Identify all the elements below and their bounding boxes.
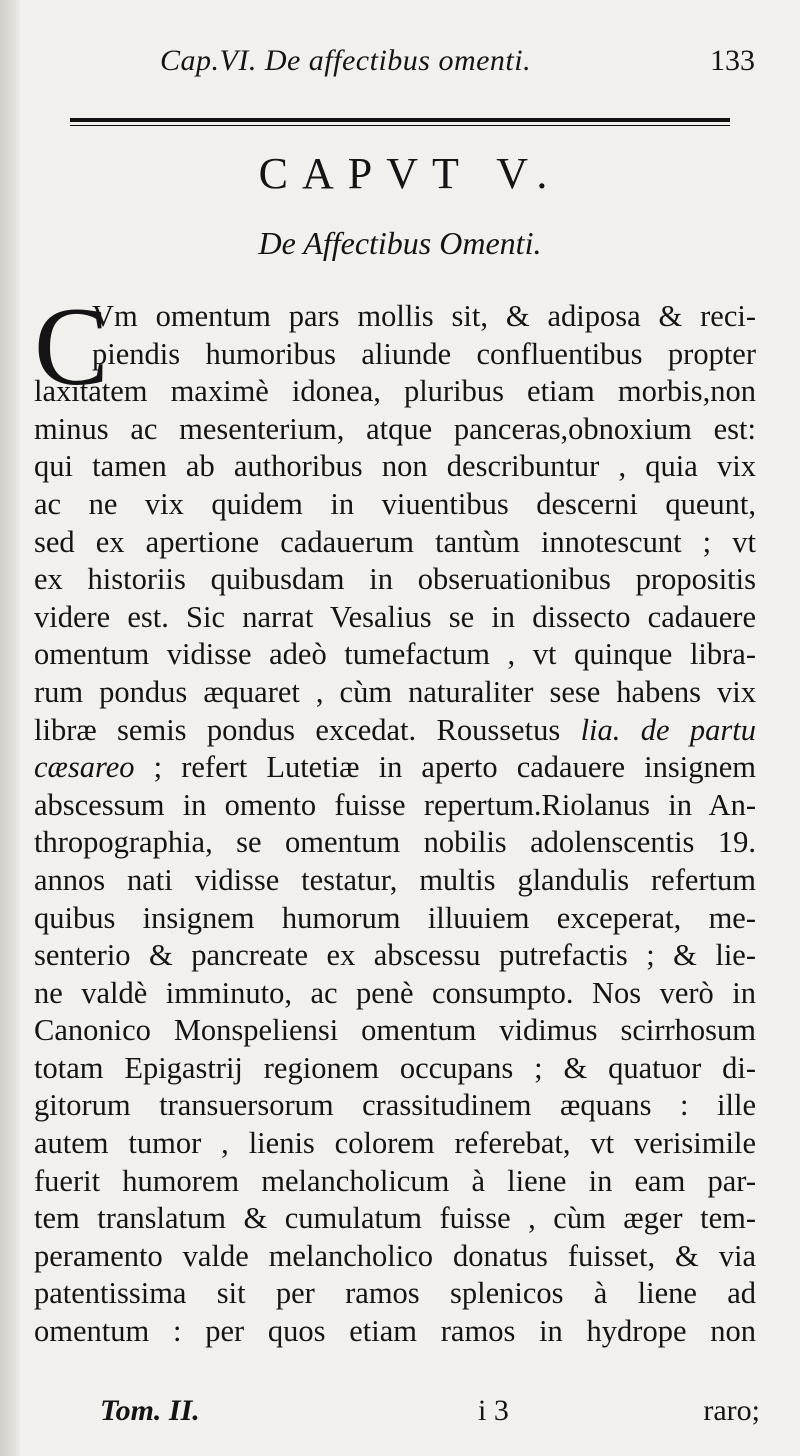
header-rule [70,118,730,126]
text-line: quibus insignem humorum illuuiem exceperat, me- [34,900,756,935]
text-line: laxitatem maximè idonea, pluribus etiam morbis,non [34,374,756,409]
text-line: autem tumor , lienis colorem referebat, vt verisimile [34,1126,756,1161]
text-line: ac ne vix quidem in viuentibus descerni queunt, [34,486,756,521]
text-line: thropographia, se omentum nobilis adolenscentis 19. [34,825,756,860]
text-line: qui tamen ab authoribus non describuntur , quia vix [34,449,756,484]
citation-italic: lia. de partu [580,712,756,747]
text-line: piendis humoribus aliunde confluentibus propter [92,336,756,371]
text-line [34,712,756,750]
text-line: ex historiis quibusdam in obseruationibus propositis [34,562,756,597]
text-line: abscessum in omento fuisse repertum.Riolanus in An- [34,787,756,822]
text-line: sed ex apertione cadauerum tantùm innotescunt ; vt [34,524,756,559]
text-line: rum pondus æquaret , cùm naturaliter sese habens vix [34,674,756,709]
text-span: libræ semis pondus excedat. Roussetus [34,712,561,747]
chapter-subtitle: De Affectibus Omenti. [258,225,542,261]
body-text [34,285,756,1351]
text-line: videre est. Sic narrat Vesalius se in dissecto cadauere [34,599,756,634]
text-line: ne valdè imminuto, ac penè consumpto. Nos verò in [34,975,756,1010]
text-span: ; refert Lutetiæ in aperto cadauere insignem [153,750,756,785]
text-line: annos nati vidisse testatur, multis glandulis refertum [34,862,756,897]
text-line: patentissima sit per ramos splenicos à liene ad [34,1276,756,1311]
text-line: tem translatum & cumulatum fuisse , cùm æger tem- [34,1201,756,1236]
text-line: fuerit humorem melancholicum à liene in eam par- [34,1163,756,1198]
text-line: Vm omentum pars mollis sit, & adiposa & reci- [92,299,756,333]
citation-italic: cæsareo [34,750,135,785]
page-gutter-shadow [0,0,20,1456]
running-head: Cap.VI. De affectibus omenti. [160,44,532,77]
text-line [34,749,756,787]
page-footer [100,1394,760,1434]
signature-mark: i 3 [478,1394,509,1427]
text-line: senterio & pancreate ex abscessu putrefactis ; & lie- [34,938,756,973]
text-line: totam Epigastrij regionem occupans ; & quatuor di- [34,1050,756,1085]
page-number: 133 [710,44,755,77]
drop-cap: C [34,285,109,409]
text-line: omentum vidisse adeò tumefactum , vt quinque libra- [34,637,756,672]
text-line: omentum : per quos etiam ramos in hydrope non [34,1314,756,1349]
page-header [160,44,755,84]
text-line: minus ac mesenterium, atque panceras,obnoxium est: [34,411,756,446]
text-line: Canonico Monspeliensi omentum vidimus scirrhosum [34,1013,756,1048]
volume-signature: Tom. II. [100,1394,200,1427]
chapter-heading: CAPVT V. [258,149,562,198]
catchword: raro; [703,1394,760,1427]
text-line: peramento valde melancholico donatus fuisset, & via [34,1238,756,1273]
text-line: gitorum transuersorum crassitudinem æquans : ille [34,1088,756,1123]
